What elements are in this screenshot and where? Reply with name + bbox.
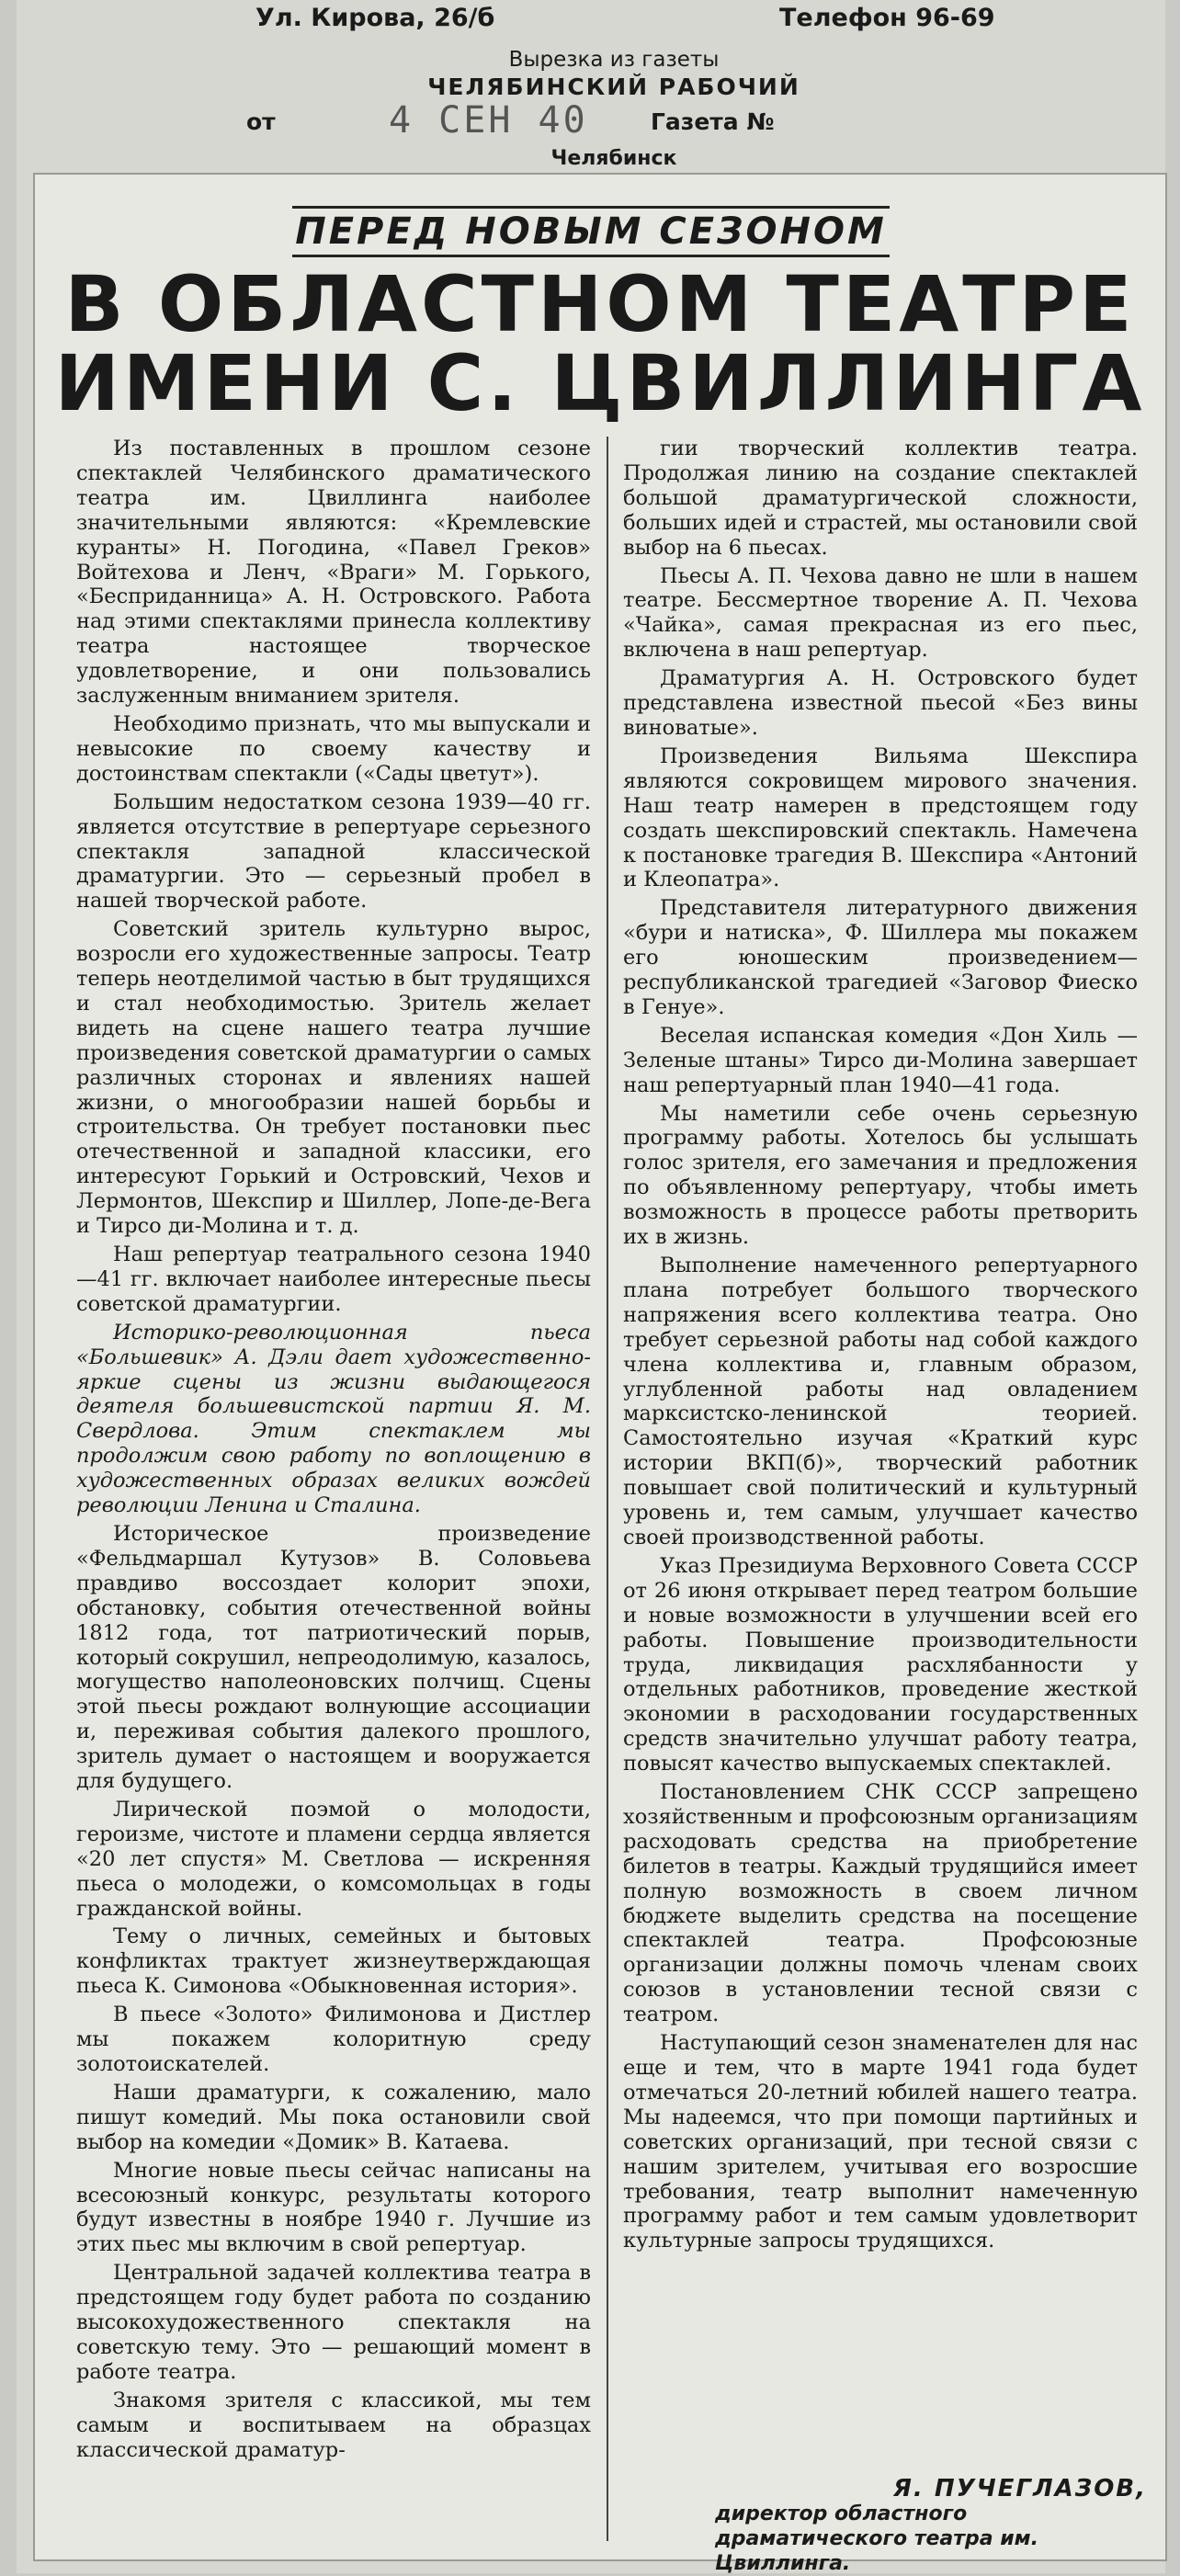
article-paragraph: Из поставленных в прошлом сезоне спектаклей Челябинского драматического театра им. Цвиллинга наиболее значительными являются: «Кремлевские куранты» Н. Погодина, «Павел Греков» Войтехова и Ленч, «Враги» М. Горького, «Бесприданница» А. Н. Островского. Работа над этими спектаклями принесла коллективу театра настоящее творческое удовлетворение, и они пользовались заслуженным вниманием зрителя. xyxy=(76,437,591,709)
article-paragraph: Знакомя зрителя с классикой, мы тем самым и воспитываем на образцах классической драматур- xyxy=(76,2388,591,2462)
article-column-left xyxy=(76,437,591,2467)
city-label: Челябинск xyxy=(550,147,677,170)
article-paragraph: Наш репертуар театрального сезона 1940—41 гг. включает наиболее интересные пьесы советской драматургии. xyxy=(76,1243,591,1316)
cutout-label: Вырезка из газеты xyxy=(508,48,720,72)
article-paragraph: Выполнение намеченного репертуарного плана потребует большого творческого напряжения всего коллектива театра. Оно требует серьезной работы над собой каждого члена коллектива и, главным образом, углубленной работы над овладением марксистско-ленинской теорией. Самостоятельно изучая «Краткий курс истории ВКП(б)», творческий работник повышает свой политический и культурный уровень и, тем самым, улучшает качество своей производственной работы. xyxy=(623,1254,1138,1549)
issue-label: Газета № xyxy=(651,108,775,135)
from-label: от xyxy=(246,108,276,135)
article-paragraph: В пьесе «Золото» Филимонова и Дистлер мы покажем колоритную среду золотоискателей. xyxy=(76,2003,591,2076)
article-headline xyxy=(35,259,1165,428)
article-paragraph: Историко-революционная пьеса «Большевик» А. Дэли дает художественно-яркие сцены из жизни выдающегося деятеля большевистской партии Я. М. Свердлова. Этим спектаклем мы продолжим свою работу по воплощению в художественных образах великих вождей революции Ленина и Сталина. xyxy=(76,1320,591,1518)
article-paragraph: Лирической поэмой о молодости, героизме, чистоте и пламени сердца является «20 лет спустя» М. Светлова — искренняя пьеса о молодежи, о комсомольцах в годы гражданской войны. xyxy=(76,1797,591,1921)
headline-line-1: В ОБЛАСТНОМ ТЕАТРЕ xyxy=(64,259,1136,349)
bureau-address: Ул. Кирова, 26/б xyxy=(255,4,495,32)
date-stamp: 4 СЕН 40 xyxy=(389,99,588,142)
article-kicker: ПЕРЕД НОВЫМ СЕЗОНОМ xyxy=(292,206,890,257)
article-paragraph: Произведения Вильяма Шекспира являются сокровищем мирового значения. Наш театр намерен в предстоящем году создать шекспировский спектакль. Намечена к постановке трагедия В. Шекспира «Антоний и Клеопатра». xyxy=(623,743,1138,892)
article-paragraph: Наши драматурги, к сожалению, мало пишут комедий. Мы пока остановили свой выбор на комедии «Домик» В. Катаева. xyxy=(76,2080,591,2154)
article-paragraph: Постановлением СНК СССР запрещено хозяйственным и профсоюзным организациям расходовать средства на приобретение билетов в театры. Каждый трудящийся имеет полную возможность в своем личном бюджете выделить средства на посещение спектаклей театра. Профсоюзные организации должны помочь членам своих союзов в установлении тесной связи с театром. xyxy=(623,1780,1138,2027)
article-paragraph: Большим недостатком сезона 1939—40 гг. является отсутствие в репертуаре серьезного спектакля западной классической драматургии. Это — серьезный пробел в нашей творческой работе. xyxy=(76,789,591,914)
article-paragraph: Веселая испанская комедия «Дон Хиль — Зеленые штаны» Тирсо ди-Молина завершает наш репертуарный план 1940—41 года. xyxy=(623,1023,1138,1097)
article-paragraph: Необходимо признать, что мы выпускали и невысокие по своему качеству и достоинствам спектакли («Сады цветут»). xyxy=(76,711,591,786)
clipping-sheet xyxy=(17,0,1165,2573)
article-paragraph: гии творческий коллектив театра. Продолжая линию на создание спектаклей большой драматургической сложности, больших идей и страстей, мы остановили свой выбор на 6 пьесах. xyxy=(623,437,1138,560)
article-paragraph: Пьесы А. П. Чехова давно не шли в нашем театре. Бессмертное творение А. П. Чехова «Чайка», самая прекрасная из его пьес, включена в наш репертуар. xyxy=(623,563,1138,663)
article-column-right xyxy=(623,437,1138,2257)
article-paragraph: Наступающий сезон знаменателен для нас еще и тем, что в марте 1941 года будет отмечаться 20-летний юбилей нашего театра. Мы надеемся, что при помощи партийных и советских организаций, при тесной связи с нашим зрителем, учитывая его возросшие требования, театр выполнит намеченную программу работ и тем самым удовлетворит культурные запросы трудящихся. xyxy=(623,2031,1138,2253)
article-paragraph: Историческое произведение «Фельдмаршал Кутузов» В. Соловьева правдиво воссоздает колорит эпохи, обстановку, события отечественной войны 1812 года, тот патриотический порыв, который сокрушил, непреодолимую, казалось, могущество наполеоновских полчищ. Сцены этой пьесы рождают волнующие ассоциации и, переживая события далекого прошлого, зритель думает о настоящем и вооружается для будущего. xyxy=(76,1521,591,1794)
bureau-phone: Телефон 96-69 xyxy=(779,4,995,32)
author-name: Я. ПУЧЕГЛАЗОВ, xyxy=(892,2475,1147,2502)
newspaper-name: ЧЕЛЯБИНСКИЙ РАБОЧИЙ xyxy=(427,74,800,100)
article-paragraph: Представителя литературного движения «бури и натиска», Ф. Шиллера мы покажем его юношеским произведением—республиканской трагедией «Заговор Фиеско в Генуе». xyxy=(623,896,1138,1019)
article-paragraph: Многие новые пьесы сейчас написаны на всесоюзный конкурс, результаты которого будут известны в ноябре 1940 г. Лучшие из этих пьес мы включим в свой репертуар. xyxy=(76,2158,591,2257)
column-divider xyxy=(607,437,608,2541)
newspaper-article xyxy=(33,173,1167,2575)
author-signature xyxy=(715,2477,1147,2576)
clipping-bureau-stamp xyxy=(154,0,1073,170)
article-paragraph: Тему о личных, семейных и бытовых конфликтах трактует жизнеутверждающая пьеса К. Симонова «Обыкновенная история». xyxy=(76,1924,591,1999)
article-paragraph: Центральной задачей коллектива театра в предстоящем году будет работа по созданию высокохудожественного спектакля на советскую тему. Это — решающий момент в работе театра. xyxy=(76,2261,591,2384)
author-title: директор областного драматического театра им. Цвиллинга. xyxy=(715,2502,1039,2575)
article-paragraph: Драматургия А. Н. Островского будет представлена известной пьесой «Без вины виноватые». xyxy=(623,666,1138,740)
headline-line-2: ИМЕНИ С. ЦВИЛЛИНГА xyxy=(54,338,1146,428)
article-paragraph: Советский зритель культурно вырос, возросли его художественные запросы. Театр теперь неотделимой частью в быт трудящихся и стал необходимостью. Зритель желает видеть на сцене нашего театра лучшие произведения советской драматургии о самых различных сторонах и явлениях нашей жизни, о многообразии нашей борьбы и строительства. Он требует постановки пьес отечественной и западной классики, его интересуют Горький и Островский, Чехов и Лермонтов, Шекспир и Шиллер, Лопе-де-Вега и Тирсо ди-Молина и т. д. xyxy=(76,917,591,1239)
article-paragraph: Мы наметили себе очень серьезную программу работы. Хотелось бы услышать голос зрителя, его замечания и предложения по объявленному репертуару, чтобы иметь возможность в процессе работы претворить их в жизнь. xyxy=(623,1101,1138,1250)
article-paragraph: Указ Президиума Верховного Совета СССР от 26 июня открывает перед театром большие и новые возможности в улучшении всей его работы. Повышение производительности труда, ликвидация расхлябанности у отдельных работников, проведение жесткой экономии в расходовании государственных средств значительно улучшат работу театра, повысят качество выпускаемых спектаклей. xyxy=(623,1553,1138,1776)
